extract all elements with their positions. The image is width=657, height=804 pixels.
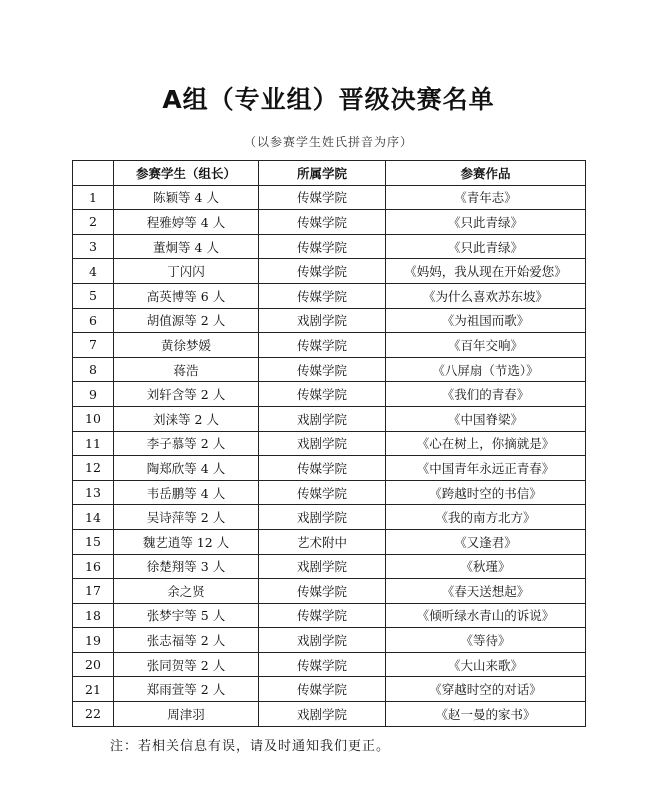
cell-number: 11	[73, 431, 114, 456]
page-title: A组（专业组）晋级决赛名单	[162, 85, 495, 114]
cell-school: 传媒学院	[259, 382, 386, 407]
cell-student: 陈颖等 4 人	[114, 185, 259, 210]
cell-number: 14	[73, 505, 114, 530]
table-row	[73, 357, 586, 382]
cell-student: 刘轩含等 2 人	[114, 382, 259, 407]
cell-work: 《为祖国而歌》	[386, 308, 586, 333]
cell-work: 《青年志》	[386, 185, 586, 210]
cell-work: 《百年交响》	[386, 333, 586, 358]
cell-school: 传媒学院	[259, 185, 386, 210]
cell-student: 郑雨萱等 2 人	[114, 677, 259, 702]
cell-number: 3	[73, 234, 114, 259]
cell-number: 9	[73, 382, 114, 407]
cell-number: 8	[73, 357, 114, 382]
table-row	[73, 677, 586, 702]
cell-student: 徐楚翔等 3 人	[114, 554, 259, 579]
cell-number: 10	[73, 406, 114, 431]
cell-school: 艺术附中	[259, 529, 386, 554]
cell-school: 传媒学院	[259, 456, 386, 481]
cell-student: 黄徐梦媛	[114, 333, 259, 358]
table-row	[73, 259, 586, 284]
cell-student: 胡值源等 2 人	[114, 308, 259, 333]
table-row	[73, 529, 586, 554]
table-row	[73, 210, 586, 235]
cell-student: 李子慕等 2 人	[114, 431, 259, 456]
table-row	[73, 382, 586, 407]
cell-student: 张志福等 2 人	[114, 628, 259, 653]
cell-school: 传媒学院	[259, 234, 386, 259]
cell-number: 15	[73, 529, 114, 554]
cell-school: 传媒学院	[259, 210, 386, 235]
cell-school: 传媒学院	[259, 357, 386, 382]
table-row	[73, 603, 586, 628]
cell-student: 高英博等 6 人	[114, 283, 259, 308]
cell-student: 程雅婷等 4 人	[114, 210, 259, 235]
cell-work: 《心在树上，你摘就是》	[386, 431, 586, 456]
cell-work: 《只此青绿》	[386, 234, 586, 259]
cell-student: 韦岳鹏等 4 人	[114, 480, 259, 505]
cell-work: 《又逢君》	[386, 529, 586, 554]
cell-school: 戏剧学院	[259, 406, 386, 431]
cell-school: 传媒学院	[259, 259, 386, 284]
table-row	[73, 702, 586, 727]
cell-work: 《赵一曼的家书》	[386, 702, 586, 727]
table-row	[73, 456, 586, 481]
cell-work: 《中国青年永远正青春》	[386, 456, 586, 481]
cell-work: 《为什么喜欢苏东坡》	[386, 283, 586, 308]
cell-school: 戏剧学院	[259, 308, 386, 333]
cell-work: 《春天送想起》	[386, 579, 586, 604]
table-row	[73, 554, 586, 579]
table-header-row	[73, 161, 586, 186]
header-student: 参赛学生（组长）	[114, 161, 259, 186]
table-row	[73, 234, 586, 259]
finalist-table	[72, 160, 586, 727]
cell-student: 张同贺等 2 人	[114, 652, 259, 677]
correction-note: 注：若相关信息有误，请及时通知我们更正。	[110, 739, 391, 754]
cell-student: 吴诗萍等 2 人	[114, 505, 259, 530]
cell-work: 《妈妈，我从现在开始爱您》	[386, 259, 586, 284]
cell-number: 5	[73, 283, 114, 308]
table-row	[73, 185, 586, 210]
cell-work: 《跨越时空的书信》	[386, 480, 586, 505]
cell-work: 《倾听绿水青山的诉说》	[386, 603, 586, 628]
header-work: 参赛作品	[386, 161, 586, 186]
cell-work: 《秋瑾》	[386, 554, 586, 579]
cell-school: 戏剧学院	[259, 505, 386, 530]
page-subtitle: （以参赛学生姓氏拼音为序）	[243, 135, 413, 149]
cell-student: 陶郑欣等 4 人	[114, 456, 259, 481]
cell-number: 21	[73, 677, 114, 702]
cell-school: 传媒学院	[259, 333, 386, 358]
cell-school: 传媒学院	[259, 603, 386, 628]
cell-school: 传媒学院	[259, 652, 386, 677]
cell-student: 张梦宇等 5 人	[114, 603, 259, 628]
cell-number: 1	[73, 185, 114, 210]
table-row	[73, 652, 586, 677]
table-row	[73, 333, 586, 358]
cell-number: 13	[73, 480, 114, 505]
cell-school: 戏剧学院	[259, 554, 386, 579]
table-row	[73, 431, 586, 456]
cell-number: 6	[73, 308, 114, 333]
table-row	[73, 308, 586, 333]
cell-number: 19	[73, 628, 114, 653]
cell-student: 周津羽	[114, 702, 259, 727]
cell-number: 4	[73, 259, 114, 284]
cell-work: 《等待》	[386, 628, 586, 653]
cell-school: 戏剧学院	[259, 431, 386, 456]
table-row	[73, 406, 586, 431]
table-row	[73, 628, 586, 653]
cell-work: 《只此青绿》	[386, 210, 586, 235]
table-row	[73, 283, 586, 308]
cell-school: 传媒学院	[259, 579, 386, 604]
table-row	[73, 480, 586, 505]
cell-school: 传媒学院	[259, 283, 386, 308]
cell-work: 《穿越时空的对话》	[386, 677, 586, 702]
cell-number: 16	[73, 554, 114, 579]
cell-school: 传媒学院	[259, 677, 386, 702]
cell-number: 12	[73, 456, 114, 481]
table-row	[73, 579, 586, 604]
cell-student: 刘涞等 2 人	[114, 406, 259, 431]
cell-student: 董炯等 4 人	[114, 234, 259, 259]
cell-student: 丁闪闪	[114, 259, 259, 284]
cell-work: 《大山来歌》	[386, 652, 586, 677]
header-school: 所属学院	[259, 161, 386, 186]
cell-work: 《我的南方北方》	[386, 505, 586, 530]
cell-student: 余之贤	[114, 579, 259, 604]
cell-number: 2	[73, 210, 114, 235]
cell-school: 戏剧学院	[259, 702, 386, 727]
cell-work: 《中国脊梁》	[386, 406, 586, 431]
cell-work: 《我们的青春》	[386, 382, 586, 407]
cell-number: 17	[73, 579, 114, 604]
header-number	[73, 161, 114, 186]
cell-work: 《八屏扇（节选）》	[386, 357, 586, 382]
cell-number: 20	[73, 652, 114, 677]
cell-school: 戏剧学院	[259, 628, 386, 653]
cell-number: 7	[73, 333, 114, 358]
table-body	[73, 185, 586, 726]
cell-number: 18	[73, 603, 114, 628]
cell-student: 魏艺逍等 12 人	[114, 529, 259, 554]
cell-student: 蒋浩	[114, 357, 259, 382]
table-row	[73, 505, 586, 530]
cell-school: 传媒学院	[259, 480, 386, 505]
cell-number: 22	[73, 702, 114, 727]
